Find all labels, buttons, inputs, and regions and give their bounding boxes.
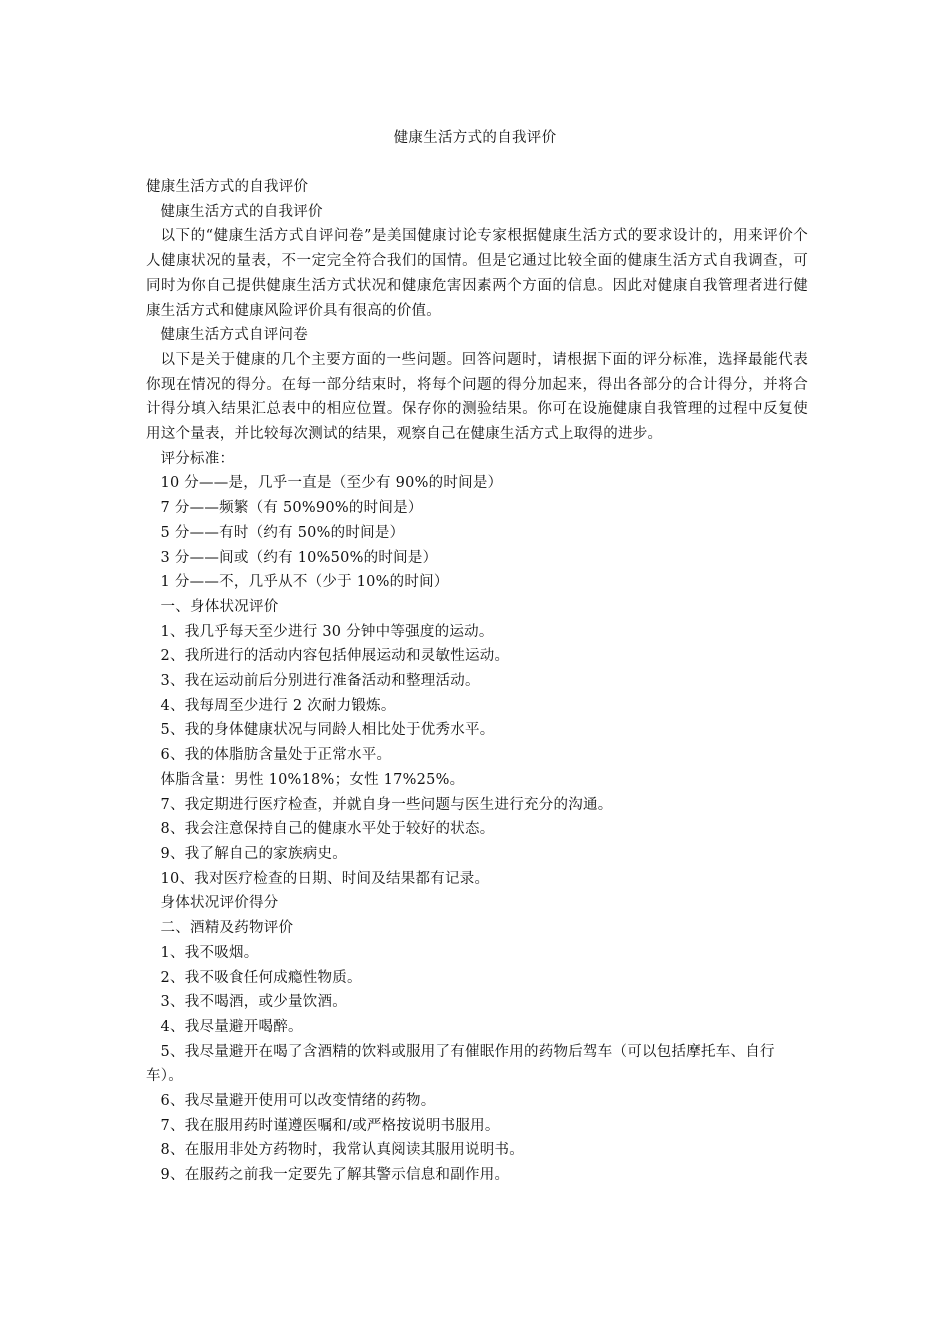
document-title: 健康生活方式的自我评价 xyxy=(393,130,557,146)
document-paragraph: 1、我几乎每天至少进行 30 分钟中等强度的运动。 xyxy=(160,623,494,640)
document-paragraph: 5、我尽量避开在喝了含酒精的饮料或服用了有催眠作用的药物后驾车（可以包括摩托车、自行车）。 xyxy=(146,1043,775,1085)
document-paragraph: 2、我不吸食任何成瘾性物质。 xyxy=(160,969,362,986)
document-paragraph: 10、我对医疗检查的日期、时间及结果都有记录。 xyxy=(160,870,490,887)
document-paragraph: 1 分——不，几乎从不（少于 10%的时间） xyxy=(160,574,449,591)
document-paragraph: 5 分——有时（约有 50%的时间是） xyxy=(160,524,405,541)
document-paragraph: 6、我的体脂肪含量处于正常水平。 xyxy=(160,747,392,764)
document-body xyxy=(146,175,808,1188)
document-paragraph: 健康生活方式的自我评价 xyxy=(146,179,309,195)
document-paragraph: 6、我尽量避开使用可以改变情绪的药物。 xyxy=(160,1093,436,1110)
document-paragraph: 2、我所进行的活动内容包括伸展运动和灵敏性运动。 xyxy=(160,648,510,665)
document-paragraph: 7、我在服用药时谨遵医嘱和/或严格按说明书服用。 xyxy=(160,1117,500,1134)
document-paragraph: 7、我定期进行医疗检查，并就自身一些问题与医生进行充分的沟通。 xyxy=(160,796,613,813)
document-paragraph: 身体状况评价得分 xyxy=(160,895,279,912)
document-paragraph: 健康生活方式自评问卷 xyxy=(160,327,308,344)
document-paragraph: 10 分——是，几乎一直是（至少有 90%的时间是） xyxy=(160,475,503,492)
document-paragraph: 体脂含量：男性 10%18%；女性 17%25%。 xyxy=(160,771,465,788)
document-paragraph: 7 分——频繁（有 50%90%的时间是） xyxy=(160,500,423,517)
document-paragraph: 评分标准： xyxy=(160,450,235,467)
document-paragraph: 8、在服用非处方药物时，我常认真阅读其服用说明书。 xyxy=(160,1142,524,1159)
document-paragraph: 3 分——间或（约有 10%50%的时间是） xyxy=(160,549,438,566)
document-paragraph: 以下的“健康生活方式自评问卷”是美国健康讨论专家根据健康生活方式的要求设计的，用来评价个人健康状况的量表，不一定完全符合我们的国情。但是它通过比较全面的健康生活方式自我调查，可同时为你自己提供健康生活方式状况和健康危害因素两个方面的信息。因此对健康自我管理者进行健康生活方式和健康风险评价具有很高的价值。 xyxy=(146,228,808,319)
document-paragraph: 一、身体状况评价 xyxy=(160,598,279,615)
document-paragraph: 1、我不吸烟。 xyxy=(160,944,259,961)
document-paragraph: 以下是关于健康的几个主要方面的一些问题。回答问题时，请根据下面的评分标准，选择最能代表你现在情况的得分。在每一部分结束时，将每个问题的得分加起来，得出各部分的合计得分，并将合计得分填入结果汇总表中的相应位置。保存你的测验结果。你可在设施健康自我管理的过程中反复使用这个量表，并比较每次测试的结果，观察自己在健康生活方式上取得的进步。 xyxy=(146,351,808,443)
document-paragraph: 3、我不喝酒，或少量饮酒。 xyxy=(160,994,347,1011)
document-paragraph: 3、我在运动前后分别进行准备活动和整理活动。 xyxy=(160,673,480,690)
document-paragraph: 8、我会注意保持自己的健康水平处于较好的状态。 xyxy=(160,821,495,838)
document-paragraph: 4、我尽量避开喝醉。 xyxy=(160,1018,303,1035)
document-paragraph: 9、我了解自己的家族病史。 xyxy=(160,845,347,862)
document-paragraph: 5、我的身体健康状况与同龄人相比处于优秀水平。 xyxy=(160,722,495,739)
document-paragraph: 4、我每周至少进行 2 次耐力锻炼。 xyxy=(160,697,396,714)
document-paragraph: 二、酒精及药物评价 xyxy=(160,920,294,937)
document-paragraph: 健康生活方式的自我评价 xyxy=(160,203,323,220)
document-paragraph: 9、在服药之前我一定要先了解其警示信息和副作用。 xyxy=(160,1167,510,1184)
